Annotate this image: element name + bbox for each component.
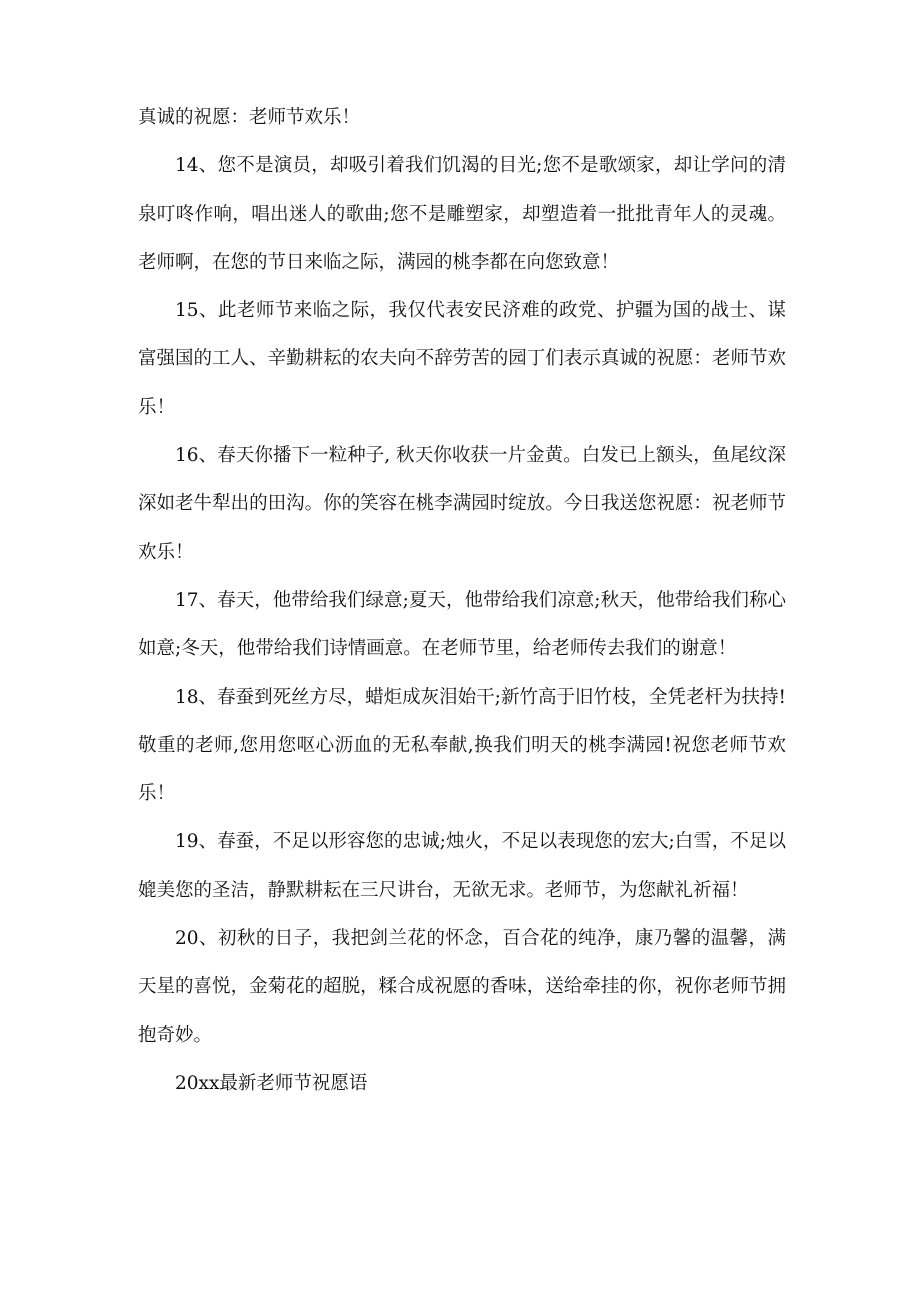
section-heading: 20xx最新老师节祝愿语 — [175, 1072, 368, 1094]
paragraph-14: 14、您不是演员，却吸引着我们饥渴的目光;您不是歌颂家，却让学问的清泉叮咚作响，唱出迷人的歌曲;您不是雕塑家，却塑造着一批批青年人的灵魂。老师啊，在您的节日来临之际，满园的桃李都在向您致意！ — [138, 155, 786, 273]
paragraph-17: 17、春天，他带给我们绿意;夏天，他带给我们凉意;秋天，他带给我们称心如意;冬天，他带给我们诗情画意。在老师节里，给老师传去我们的谢意！ — [138, 589, 786, 660]
paragraph-20: 20、初秋的日子，我把剑兰花的怀念，百合花的纯净，康乃馨的温馨，满天星的喜悦，金菊花的超脱，糅合成祝愿的香味，送给牵挂的你，祝你老师节拥抱奇妙。 — [138, 928, 786, 1046]
paragraph-15: 15、此老师节来临之际，我仅代表安民济难的政党、护疆为国的战士、谋富强国的工人、辛勤耕耘的农夫向不辞劳苦的园丁们表示真诚的祝愿：老师节欢乐！ — [138, 300, 786, 418]
paragraph-19: 19、春蚕，不足以形容您的忠诚;烛火，不足以表现您的宏大;白雪，不足以媲美您的圣洁，静默耕耘在三尺讲台，无欲无求。老师节，为您献礼祈福！ — [138, 831, 786, 901]
paragraph-continuation: 真诚的祝愿：老师节欢乐！ — [138, 107, 361, 128]
paragraph-16: 16、春天你播下一粒种子, 秋天你收获一片金黄。白发已上额头，鱼尾纹深深如老牛犁出的田沟。你的笑容在桃李满园时绽放。今日我送您祝愿：祝老师节欢乐！ — [138, 445, 786, 563]
document-body — [138, 94, 786, 1108]
paragraph-18: 18、春蚕到死丝方尽，蜡炬成灰泪始干;新竹高于旧竹枝，全凭老杆为扶持!敬重的老师,您用您呕心沥血的无私奉献,换我们明天的桃李满园!祝您老师节欢乐！ — [138, 686, 786, 805]
